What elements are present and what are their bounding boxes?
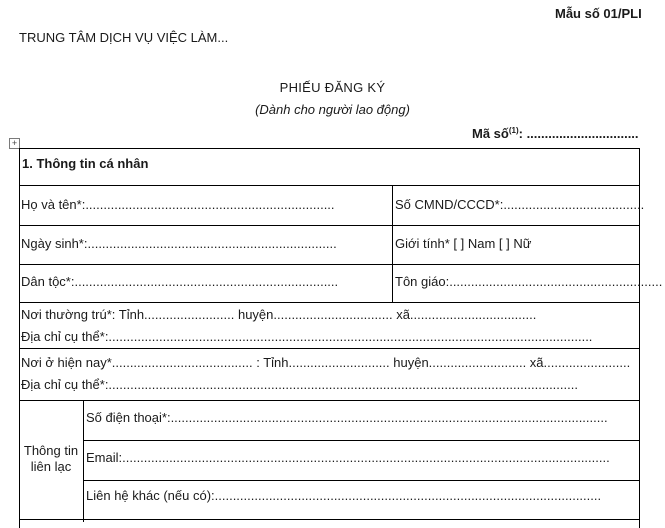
other-contact-field[interactable]: Liên hệ khác (nếu có):...........................................................................................................	[86, 488, 602, 503]
document-title: PHIẾU ĐĂNG KÝ	[279, 80, 386, 95]
id-number-field[interactable]: Số CMND/CCCD*:.......................................	[395, 197, 645, 212]
divider	[392, 185, 393, 302]
table-move-handle-icon[interactable]: +	[9, 138, 20, 149]
divider	[19, 348, 640, 349]
full-name-field[interactable]: Họ và tên*:.....................................................................	[21, 197, 335, 212]
code-value[interactable]: : ...............................	[518, 126, 639, 141]
phone-field[interactable]: Số điện thoại*:.........................................................................................................................	[86, 410, 608, 425]
divider	[83, 480, 640, 481]
divider	[19, 302, 640, 303]
section-heading: 1. Thông tin cá nhân	[22, 156, 149, 171]
divider	[19, 185, 640, 186]
religion-field[interactable]: Tôn giáo:...........................................................	[395, 274, 663, 289]
code-footnote: (1)	[508, 126, 519, 135]
ethnicity-field[interactable]: Dân tộc*:.........................................................................	[21, 274, 339, 289]
divider	[19, 264, 640, 265]
divider	[83, 400, 84, 522]
code-label: Mã số	[472, 126, 509, 141]
code-field	[472, 126, 639, 141]
divider	[19, 225, 640, 226]
divider	[19, 519, 640, 520]
contact-info-label: Thông tin liên lạc	[23, 443, 79, 474]
divider	[19, 400, 640, 401]
divider	[83, 440, 640, 441]
document-subtitle: (Dành cho người lao động)	[255, 102, 410, 117]
form-number: Mẫu số 01/PLI	[555, 6, 642, 21]
gender-field[interactable]: Giới tính* [ ] Nam [ ] Nữ	[395, 236, 532, 251]
current-address-field[interactable]: Địa chỉ cụ thể*:..................................................................................................................................	[21, 377, 578, 392]
permanent-residence-field[interactable]: Nơi thường trú*: Tỉnh......................... huyện................................. xã...................................	[21, 307, 537, 322]
center-name: TRUNG TÂM DỊCH VỤ VIỆC LÀM...	[19, 30, 229, 45]
current-residence-field[interactable]: Nơi ở hiện nay*....................................... : Tỉnh............................ huyện........................... xã........................	[21, 355, 631, 370]
date-of-birth-field[interactable]: Ngày sinh*:.....................................................................	[21, 236, 337, 251]
permanent-address-field[interactable]: Địa chỉ cụ thể*:......................................................................................................................................	[21, 329, 593, 344]
email-field[interactable]: Email:.......................................................................................................................................	[86, 450, 610, 465]
